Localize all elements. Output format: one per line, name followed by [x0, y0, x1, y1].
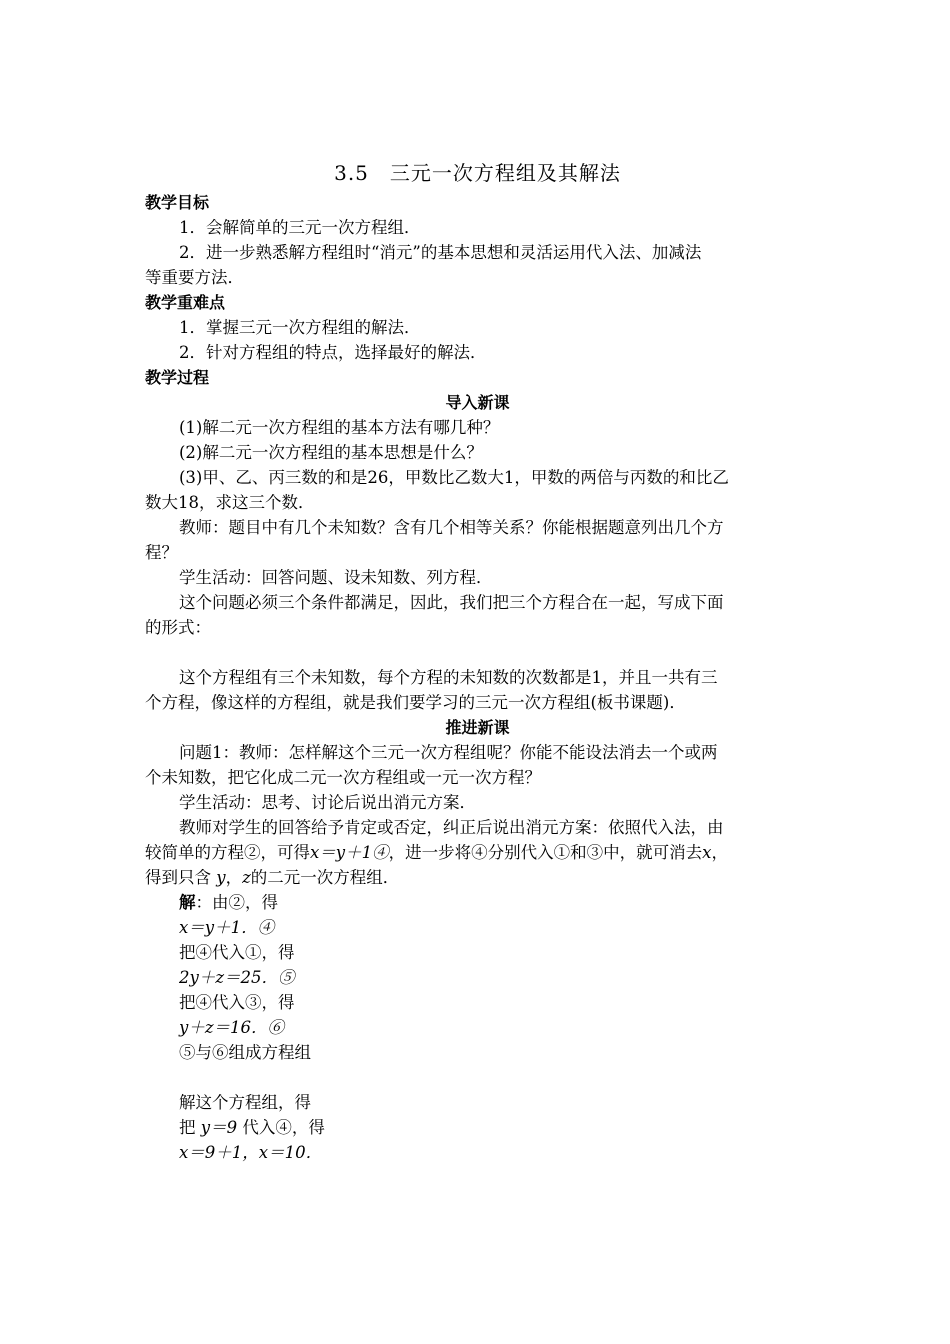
math-expression: y＋z＝16．⑥ — [179, 1018, 285, 1037]
equation-line — [145, 1015, 810, 1040]
equation-line — [145, 965, 810, 990]
document-page — [145, 156, 810, 1165]
page-title: 3.5 三元一次方程组及其解法 — [334, 161, 621, 185]
text-span: 较简单的方程②，可得 — [145, 843, 310, 862]
math-variable: z — [242, 868, 251, 887]
text-span: 把 — [179, 1118, 196, 1137]
math-expression: x＝y＋1．④ — [179, 918, 275, 937]
solution-line: ⑤与⑥组成方程组 — [179, 1043, 311, 1062]
solution-line — [145, 890, 810, 915]
text-span: ，进一步将④分别代入①和③中，就可消去 — [388, 843, 703, 862]
paragraph-line: 个未知数，把它化成二元一次方程组或一元一次方程？ — [145, 768, 541, 787]
paragraph-line: (1)解二元一次方程组的基本方法有哪几种？ — [179, 418, 500, 437]
paragraph-line: 学生活动：回答问题、设未知数、列方程． — [179, 568, 493, 587]
paragraph-line: (2)解二元一次方程组的基本思想是什么？ — [179, 443, 483, 462]
paragraph-line — [145, 840, 810, 865]
paragraph-line: 个方程，像这样的方程组，就是我们要学习的三元一次方程组(板书课题)． — [145, 693, 686, 712]
objective-item: 2．进一步熟悉解方程组时“消元”的基本思想和灵活运用代入法、加减法 — [179, 243, 702, 262]
subheading-new-lesson: 推进新课 — [445, 718, 510, 737]
section-heading-process: 教学过程 — [145, 368, 210, 387]
paragraph-line: 程？ — [145, 543, 178, 562]
objective-item: 1．会解简单的三元一次方程组． — [179, 218, 421, 237]
paragraph-line: (3)甲、乙、丙三数的和是26，甲数比乙数大1，甲数的两倍与丙数的和比乙 — [179, 468, 729, 487]
math-variable: y — [216, 868, 226, 887]
solution-line: 把④代入③，得 — [179, 993, 295, 1012]
equation-line — [145, 1140, 810, 1165]
subheading-intro: 导入新课 — [445, 393, 510, 412]
paragraph-line: 这个问题必须三个条件都满足，因此，我们把三个方程合在一起，写成下面 — [179, 593, 724, 612]
objective-item-continued: 等重要方法． — [145, 268, 244, 287]
paragraph-line: 问题1：教师：怎样解这个三元一次方程组呢？你能不能设法消去一个或两 — [179, 743, 718, 762]
solution-line: 解这个方程组，得 — [179, 1093, 311, 1112]
paragraph-line: 学生活动：思考、讨论后说出消元方案． — [179, 793, 476, 812]
equation-system-placeholder — [145, 1065, 810, 1090]
paragraph-line: 教师对学生的回答给予肯定或否定，纠正后说出消元方案：依照代入法，由 — [179, 818, 724, 837]
equation-system-placeholder — [145, 640, 810, 665]
key-point-item: 1．掌握三元一次方程组的解法． — [179, 318, 421, 337]
math-variable: x — [702, 843, 712, 862]
math-expression: y＝9 — [200, 1118, 238, 1137]
equation-line — [145, 915, 810, 940]
text-span: ， — [225, 868, 243, 887]
paragraph-line: 这个方程组有三个未知数，每个方程的未知数的次数都是1，并且一共有三 — [179, 668, 718, 687]
solution-label: 解 — [179, 893, 196, 912]
text-span: 得到只含 — [145, 868, 211, 887]
math-expression: 2y＋z＝25．⑤ — [179, 968, 295, 987]
math-expression: x＝y＋1④ — [310, 843, 389, 862]
solution-line: 把④代入①，得 — [179, 943, 295, 962]
paragraph-line: 教师：题目中有几个未知数？含有几个相等关系？你能根据题意列出几个方 — [179, 518, 724, 537]
text-span: 的二元一次方程组． — [250, 868, 400, 887]
solution-line — [145, 1115, 810, 1140]
key-point-item: 2．针对方程组的特点，选择最好的解法． — [179, 343, 487, 362]
paragraph-line — [145, 865, 810, 890]
text-span: ， — [711, 843, 728, 862]
text-span: ：由②，得 — [195, 893, 278, 912]
math-expression: x＝9＋1，x＝10． — [179, 1143, 323, 1162]
paragraph-line: 的形式： — [145, 618, 211, 637]
section-heading-objectives: 教学目标 — [145, 193, 210, 212]
text-span: 代入④，得 — [242, 1118, 325, 1137]
section-heading-key-points: 教学重难点 — [145, 293, 226, 312]
paragraph-line: 数大18，求这三个数． — [145, 493, 315, 512]
